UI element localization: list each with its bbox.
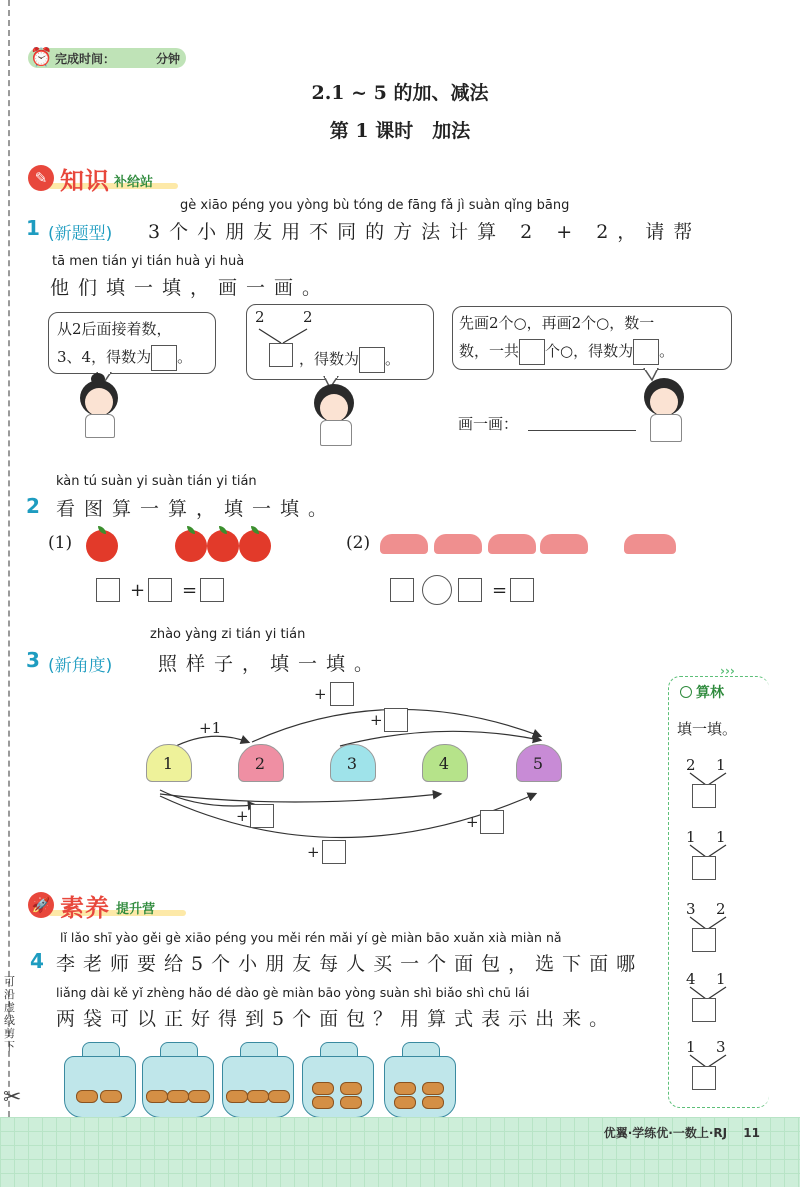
speech-bubble-2: 2 2 ，得数为 。 (246, 304, 434, 380)
parachute-label-4: 4 (438, 754, 450, 773)
q3-box-1-to-5[interactable] (322, 840, 346, 864)
speech-bubble-3: 先画2个○，再画2个○，数一 数，一共 个○，得数为 。 (452, 306, 732, 370)
bread-icon (422, 1096, 444, 1109)
bread-icon (100, 1090, 122, 1103)
parachute-label-3: 3 (346, 754, 358, 773)
bread-icon (340, 1082, 362, 1095)
q2-1-box-b[interactable] (148, 578, 172, 602)
q1-tag: (新题型) (48, 224, 113, 244)
girl-face (85, 388, 113, 416)
equals-sign: = (492, 580, 508, 601)
q2-text: 看图算一算，填一填。 (56, 498, 337, 520)
split-answer-box[interactable] (692, 856, 716, 880)
q4-number: 4 (30, 949, 44, 973)
boy-body (320, 420, 352, 446)
q2-part1-label: (1) (48, 533, 73, 553)
footer-text: 优翼·学练优·一数上·RJ 11 (603, 1126, 760, 1140)
section-sub-label: 补给站 (114, 175, 154, 190)
car-icon (488, 534, 536, 554)
bread-icon (312, 1082, 334, 1095)
split-item (684, 756, 734, 812)
plus-sign: + (314, 685, 327, 703)
bread-icon (167, 1090, 189, 1103)
q1-pinyin-1: gè xiāo péng you yòng bù tóng de fāng fǎ jì suàn qǐng bāng (180, 198, 570, 213)
q4-pinyin-2: liǎng dài kě yǐ zhèng hǎo dé dào gè miàn bāo yòng suàn shì biǎo shì chū lái (56, 985, 530, 1000)
bread-bag-1[interactable] (60, 1042, 140, 1118)
bread-bag-4[interactable] (298, 1042, 378, 1118)
bubble2-text: ，得数为 (299, 350, 360, 368)
lesson-title: 第 1 课时 加法 (329, 120, 471, 142)
split-num-right: 1 (716, 970, 726, 988)
draw-answer-line[interactable] (528, 430, 636, 431)
bubble1-line1: 从2后面接着数， (57, 320, 172, 338)
side-subtitle: 填一填。 (677, 720, 738, 738)
equals-sign: = (182, 580, 198, 601)
answer-box[interactable] (151, 345, 177, 371)
cut-hint: 可沿虚线剪下 (4, 975, 15, 1053)
q2-part2-label: (2) (346, 533, 371, 553)
bread-icon (226, 1090, 248, 1103)
bread-bag-3[interactable] (218, 1042, 298, 1118)
bread-icon (422, 1082, 444, 1095)
split-num-left: 2 (686, 756, 696, 774)
section-sub-label: 提升营 (116, 902, 156, 917)
circle-icon (680, 686, 692, 698)
q4-text-1: 李老师要给5个小朋友每人买一个面包，选下面哪 (56, 953, 644, 975)
split-num-left: 1 (686, 1038, 696, 1056)
parachute-label-2: 2 (254, 754, 266, 773)
bread-bag-2[interactable] (138, 1042, 218, 1118)
bubble2-sum-box[interactable] (269, 343, 293, 367)
unit-title: 2.1 ~ 5 的加、减法 (311, 82, 489, 104)
split-num-right: 3 (716, 1038, 726, 1056)
bread-icon (312, 1096, 334, 1109)
bubble2-num-2: 2 (303, 308, 313, 326)
pencil-icon: ✎ (28, 165, 54, 191)
q3-box-3-to-5[interactable] (384, 708, 408, 732)
section-main-label: 知识 (60, 167, 110, 195)
split-answer-box[interactable] (692, 1066, 716, 1090)
parachute-label-1: 1 (162, 754, 174, 773)
q2-2-box-a[interactable] (390, 578, 414, 602)
bread-icon (340, 1096, 362, 1109)
side-panel-title (680, 682, 724, 702)
split-num-left: 3 (686, 900, 696, 918)
bread-icon (76, 1090, 98, 1103)
q2-1-box-sum[interactable] (200, 578, 224, 602)
parachute-label-5: 5 (532, 754, 544, 773)
boy-face (320, 394, 348, 422)
car-icon (434, 534, 482, 554)
split-item (684, 970, 734, 1026)
chevrons-icon: ››› (720, 664, 735, 678)
bread-icon (394, 1096, 416, 1109)
plus-sign: + (307, 843, 320, 861)
boy-body (650, 414, 682, 442)
q3-pinyin: zhào yàng zi tián yi tián (150, 627, 306, 642)
bubble3-line2a: 数，一共 (459, 342, 520, 360)
clock-icon: ⏰ (30, 47, 53, 68)
draw-label: 画一画： (458, 415, 519, 433)
q2-2-box-sum[interactable] (510, 578, 534, 602)
answer-box[interactable] (359, 347, 385, 373)
answer-box[interactable] (633, 339, 659, 365)
q3-number: 3 (26, 648, 40, 672)
split-answer-box[interactable] (692, 928, 716, 952)
car-icon (540, 534, 588, 554)
plus-sign: + (236, 807, 249, 825)
apple-icon (239, 530, 271, 562)
q2-pinyin: kàn tú suàn yi suàn tián yi tián (56, 474, 257, 489)
q3-box-2-to-5[interactable] (330, 682, 354, 706)
split-num-left: 1 (686, 828, 696, 846)
time-label: 完成时间： (55, 52, 116, 66)
side-title-text: 算林 (696, 685, 724, 701)
q4-pinyin-1: lǐ lǎo shī yào gěi gè xiāo péng you měi rén mǎi yí gè miàn bāo xuǎn xià miàn nǎ (60, 930, 562, 945)
q1-text-2: 他们填一填，画一画。 (50, 277, 331, 299)
girl-body (85, 414, 115, 438)
girl-hair-bun (91, 373, 105, 385)
q3-tag: (新角度) (48, 656, 113, 676)
q2-1-box-a[interactable] (96, 578, 120, 602)
bread-icon (188, 1090, 210, 1103)
q3-text: 照样子，填一填。 (158, 653, 383, 675)
plus-sign: + (130, 580, 146, 601)
example-label: +1 (199, 719, 222, 737)
q4-text-2: 两袋可以正好得到5个面包？用算式表示出来。 (56, 1008, 617, 1030)
bubble3-line1: 先画2个○，再画2个○，数一 (459, 314, 655, 332)
answer-box[interactable] (519, 339, 545, 365)
split-num-left: 4 (686, 970, 696, 988)
bubble3-line2b: 个○，得数为 (545, 342, 634, 360)
split-item (684, 900, 734, 956)
split-num-right: 1 (716, 828, 726, 846)
section-main-label: 素养 (60, 894, 110, 922)
split-item (684, 828, 734, 884)
scissors-icon: ✂ (3, 1085, 22, 1110)
split-answer-box[interactable] (692, 784, 716, 808)
bread-icon (394, 1082, 416, 1095)
bread-icon (146, 1090, 168, 1103)
bubble1-line2: 3、4，得数为 (57, 348, 152, 366)
plus-sign: + (370, 711, 383, 729)
split-num-right: 1 (716, 756, 726, 774)
bread-icon (268, 1090, 290, 1103)
bread-bag-5[interactable] (380, 1042, 460, 1118)
q1-pinyin-2: tā men tián yi tián huà yi huà (52, 254, 245, 269)
plus-sign: + (466, 813, 479, 831)
bubble2-num-1: 2 (255, 308, 265, 326)
speech-bubble-1: 从2后面接着数， 3、4，得数为 。 (48, 312, 216, 374)
boy-face (650, 388, 678, 416)
arrow-1-to-4 (160, 794, 440, 802)
time-unit: 分钟 (156, 52, 181, 66)
apple-icon (207, 530, 239, 562)
car-icon (624, 534, 676, 554)
arrow-1-to-2-bottom (160, 790, 255, 806)
q2-2-box-b[interactable] (458, 578, 482, 602)
q2-2-operator-circle[interactable] (422, 575, 452, 605)
apple-icon (86, 530, 118, 562)
car-icon (380, 534, 428, 554)
q2-number: 2 (26, 494, 40, 518)
split-num-right: 2 (716, 900, 726, 918)
q3-box-1-to-4[interactable] (480, 810, 504, 834)
q1-text-1: 3个小朋友用不同的方法计算 2 + 2，请帮 (148, 221, 702, 243)
q3-box-1-to-2[interactable] (250, 804, 274, 828)
split-item (684, 1038, 734, 1094)
rocket-icon: 🚀 (28, 892, 54, 918)
apple-icon (175, 530, 207, 562)
split-answer-box[interactable] (692, 998, 716, 1022)
q1-number: 1 (26, 216, 40, 240)
arrow-plus1 (172, 736, 248, 748)
bread-icon (247, 1090, 269, 1103)
